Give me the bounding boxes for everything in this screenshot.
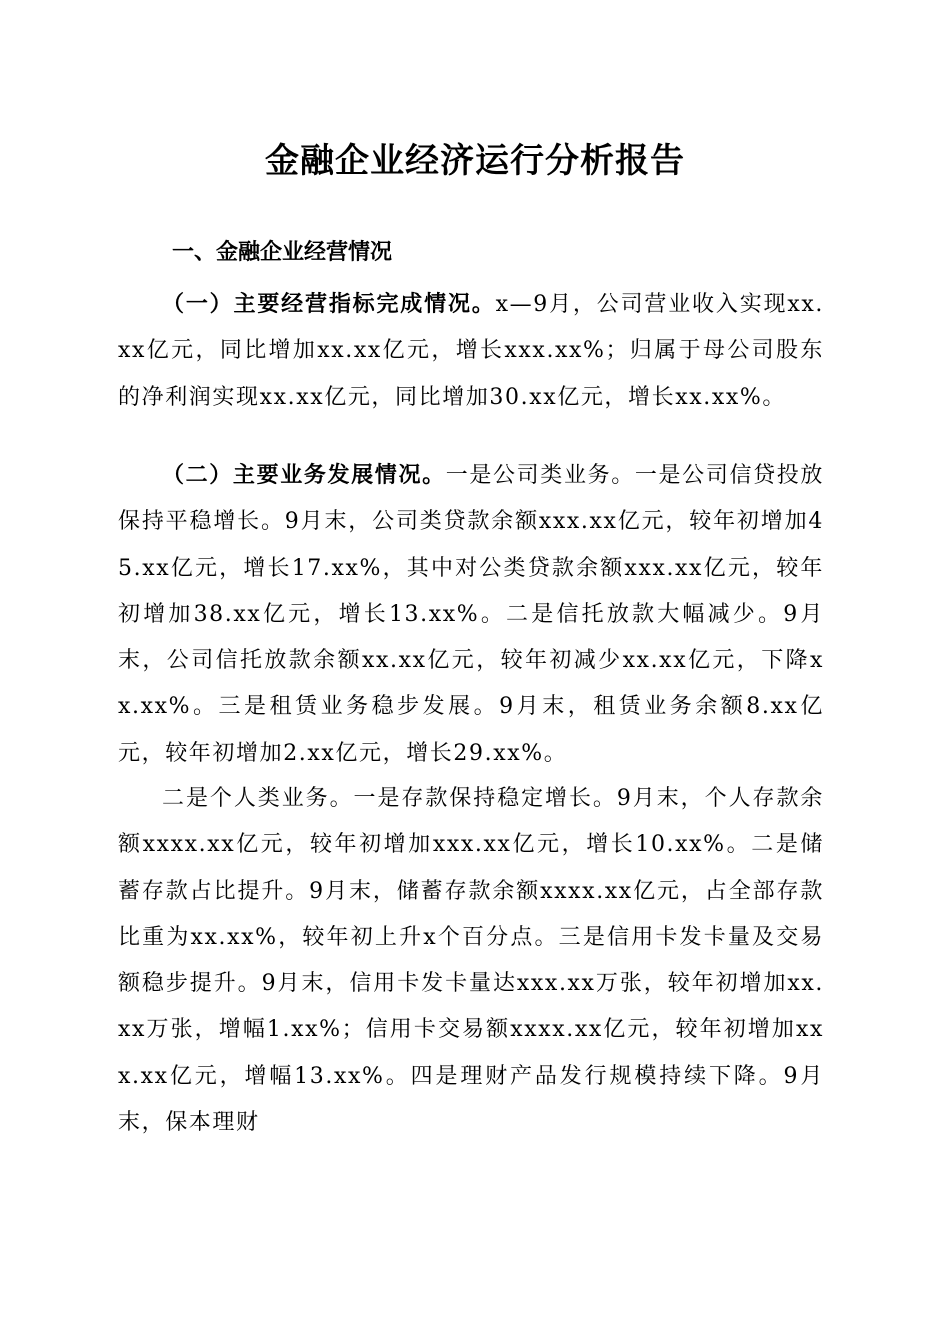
paragraph-lead: （二）主要业务发展情况。: [162, 462, 446, 488]
document-title: 金融企业经济运行分析报告: [265, 141, 685, 181]
section-heading-1: 一、金融企业经营情况: [172, 240, 393, 265]
paragraph-body: 二是个人类业务。一是存款保持稳定增长。9月末，个人存款余额xxxx.xx亿元，较年初增加xxx.xx亿元，增长10.xx%。二是储蓄存款占比提升。9月末，储蓄存款余额xxxx.xx亿元，占全部存款比重为xx.xx%，较年初上升x个百分点。三是信用卡发卡量及交易额稳步提升。9月末，信用卡发卡量达xxx.xx万张，较年初增加xx.xx万张，增幅1.xx%；信用卡交易额xxxx.xx亿元，较年初增加xxx.xx亿元，增幅13.xx%。四是理财产品发行规模持续下降。9月末，保本理财: [118, 786, 824, 1136]
paragraph-main-indicators: [118, 281, 824, 421]
paragraph-personal-business: [118, 776, 824, 1146]
paragraph-lead: （一）主要经营指标完成情况。: [162, 291, 496, 317]
paragraph-body: 一是公司类业务。一是公司信贷投放保持平稳增长。9月末，公司类贷款余额xxx.xx亿元，较年初增加45.xx亿元，增长17.xx%，其中对公类贷款余额xxx.xx亿元，较年初增加38.xx亿元，增长13.xx%。二是信托放款大幅减少。9月末，公司信托放款余额xx.xx亿元，较年初减少xx.xx亿元，下降xx.xx%。三是租赁业务稳步发展。9月末，租赁业务余额8.xx亿元，较年初增加2.xx亿元，增长29.xx%。: [118, 463, 824, 766]
paragraph-body: x—9月，公司营业收入实现xx.xx亿元，同比增加xx.xx亿元，增长xxx.xx%；归属于母公司股东的净利润实现xx.xx亿元，同比增加30.xx亿元，增长xx.xx%。: [118, 292, 824, 410]
paragraph-business-development: [118, 452, 824, 777]
